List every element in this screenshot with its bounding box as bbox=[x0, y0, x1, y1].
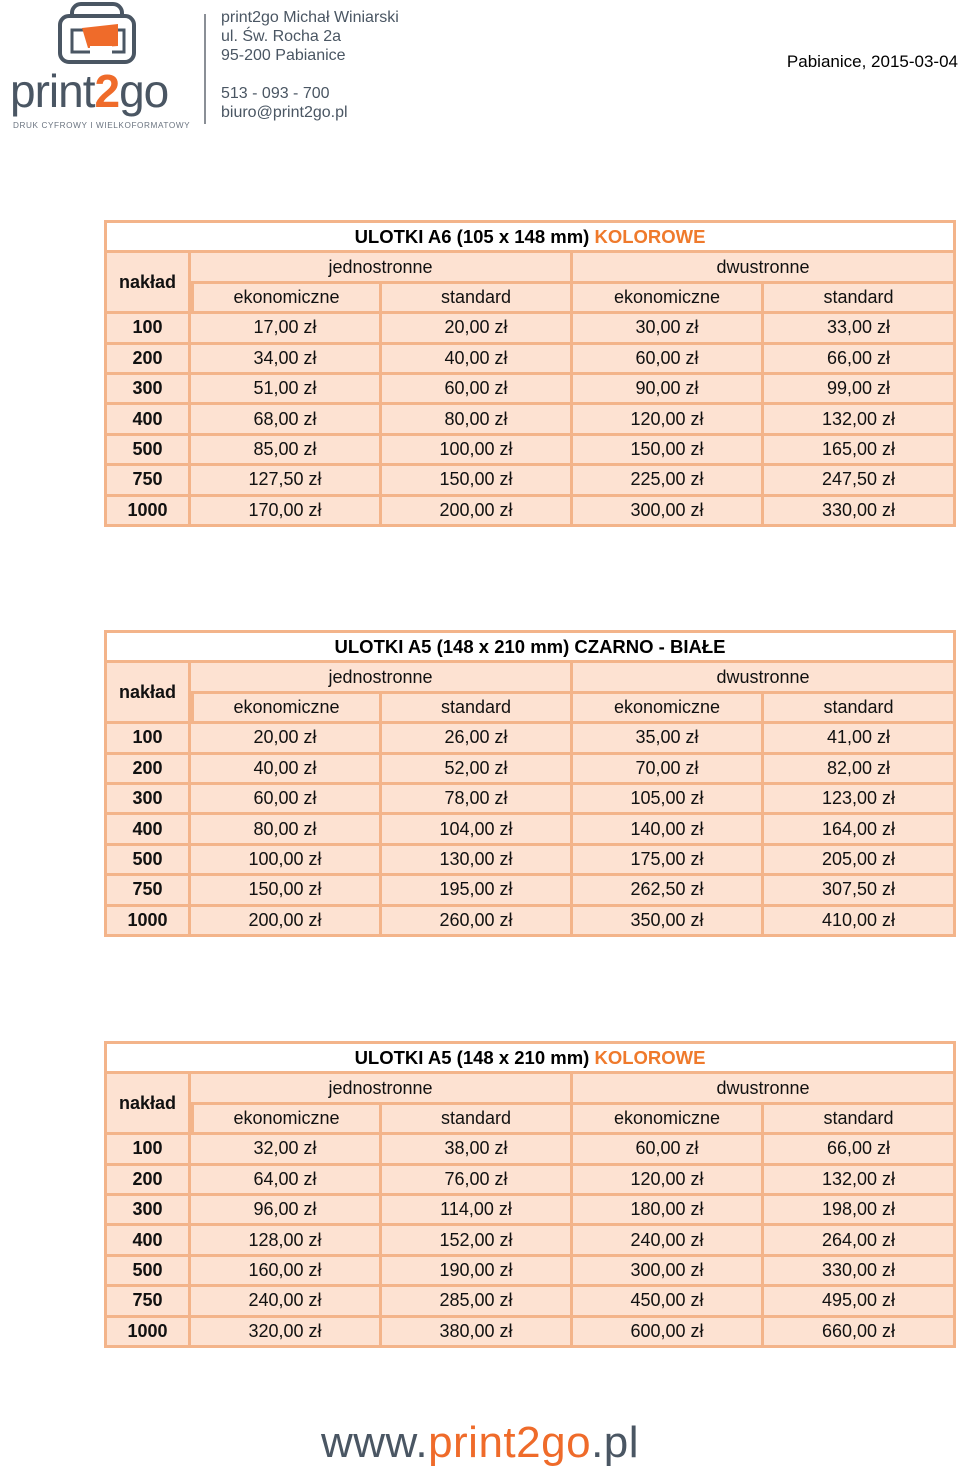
company-phone: 513 - 093 - 700 bbox=[221, 85, 330, 102]
price-cell: 330,00 zł bbox=[764, 1257, 956, 1287]
price-cell: 82,00 zł bbox=[764, 755, 956, 785]
double-sided-header: dwustronne bbox=[573, 1074, 956, 1104]
price-cell: 40,00 zł bbox=[382, 345, 573, 375]
price-cell: 32,00 zł bbox=[191, 1135, 382, 1165]
price-cell: 132,00 zł bbox=[764, 405, 956, 435]
price-cell: 68,00 zł bbox=[191, 405, 382, 435]
price-cell: 64,00 zł bbox=[191, 1166, 382, 1196]
quantity-header: nakład bbox=[104, 1074, 191, 1135]
table-row bbox=[104, 436, 956, 466]
economy-header: ekonomiczne bbox=[573, 284, 764, 314]
table-row bbox=[104, 1196, 956, 1226]
company-city: 95-200 Pabianice bbox=[221, 47, 346, 64]
price-cell: 52,00 zł bbox=[382, 755, 573, 785]
price-cell: 330,00 zł bbox=[764, 497, 956, 527]
document-date: Pabianice, 2015-03-04 bbox=[786, 52, 958, 71]
quantity-cell: 400 bbox=[104, 1226, 191, 1256]
price-cell: 380,00 zł bbox=[382, 1318, 573, 1348]
price-cell: 190,00 zł bbox=[382, 1257, 573, 1287]
brand-wordmark: print2go bbox=[10, 65, 169, 117]
price-cell: 30,00 zł bbox=[573, 314, 764, 344]
company-email[interactable]: biuro@print2go.pl bbox=[221, 104, 348, 121]
price-table-a5-color bbox=[104, 1041, 956, 1348]
price-cell: 164,00 zł bbox=[764, 815, 956, 845]
price-cell: 60,00 zł bbox=[573, 345, 764, 375]
price-cell: 128,00 zł bbox=[191, 1226, 382, 1256]
price-cell: 160,00 zł bbox=[191, 1257, 382, 1287]
economy-header: ekonomiczne bbox=[191, 694, 382, 724]
price-cell: 247,50 zł bbox=[764, 466, 956, 496]
price-cell: 180,00 zł bbox=[573, 1196, 764, 1226]
price-table-a6-color bbox=[104, 220, 956, 527]
company-name: print2go Michał Winiarski bbox=[221, 9, 399, 26]
quantity-header: nakład bbox=[104, 253, 191, 314]
price-cell: 350,00 zł bbox=[573, 907, 764, 937]
price-cell: 104,00 zł bbox=[382, 815, 573, 845]
double-sided-header: dwustronne bbox=[573, 253, 956, 283]
table-row bbox=[104, 1318, 956, 1348]
table-row bbox=[104, 785, 956, 815]
standard-header: standard bbox=[382, 284, 573, 314]
company-street: ul. Św. Rocha 2a bbox=[221, 28, 342, 45]
price-cell: 130,00 zł bbox=[382, 846, 573, 876]
quantity-cell: 200 bbox=[104, 755, 191, 785]
price-cell: 132,00 zł bbox=[764, 1166, 956, 1196]
quantity-cell: 1000 bbox=[104, 907, 191, 937]
double-sided-header: dwustronne bbox=[573, 663, 956, 693]
quantity-cell: 300 bbox=[104, 1196, 191, 1226]
quantity-cell: 200 bbox=[104, 1166, 191, 1196]
table-row bbox=[104, 497, 956, 527]
price-cell: 70,00 zł bbox=[573, 755, 764, 785]
price-cell: 495,00 zł bbox=[764, 1287, 956, 1317]
price-cell: 450,00 zł bbox=[573, 1287, 764, 1317]
quantity-cell: 1000 bbox=[104, 497, 191, 527]
table-row bbox=[104, 1226, 956, 1256]
economy-header: ekonomiczne bbox=[191, 284, 382, 314]
standard-header: standard bbox=[764, 284, 956, 314]
price-cell: 99,00 zł bbox=[764, 375, 956, 405]
price-cell: 660,00 zł bbox=[764, 1318, 956, 1348]
price-cell: 240,00 zł bbox=[191, 1287, 382, 1317]
table-row bbox=[104, 815, 956, 845]
quantity-cell: 500 bbox=[104, 436, 191, 466]
table-row bbox=[104, 466, 956, 496]
price-cell: 80,00 zł bbox=[191, 815, 382, 845]
price-cell: 410,00 zł bbox=[764, 907, 956, 937]
quantity-cell: 750 bbox=[104, 466, 191, 496]
single-sided-header: jednostronne bbox=[191, 253, 573, 283]
price-cell: 38,00 zł bbox=[382, 1135, 573, 1165]
price-cell: 33,00 zł bbox=[764, 314, 956, 344]
price-cell: 123,00 zł bbox=[764, 785, 956, 815]
quantity-cell: 400 bbox=[104, 815, 191, 845]
price-cell: 100,00 zł bbox=[191, 846, 382, 876]
price-cell: 76,00 zł bbox=[382, 1166, 573, 1196]
quantity-cell: 300 bbox=[104, 375, 191, 405]
standard-header: standard bbox=[382, 694, 573, 724]
price-cell: 35,00 zł bbox=[573, 724, 764, 754]
price-cell: 34,00 zł bbox=[191, 345, 382, 375]
price-cell: 150,00 zł bbox=[382, 466, 573, 496]
quantity-cell: 500 bbox=[104, 846, 191, 876]
price-cell: 26,00 zł bbox=[382, 724, 573, 754]
price-cell: 60,00 zł bbox=[191, 785, 382, 815]
price-cell: 300,00 zł bbox=[573, 1257, 764, 1287]
company-logo bbox=[6, 0, 191, 134]
price-cell: 20,00 zł bbox=[191, 724, 382, 754]
price-cell: 165,00 zł bbox=[764, 436, 956, 466]
price-cell: 66,00 zł bbox=[764, 1135, 956, 1165]
price-cell: 225,00 zł bbox=[573, 466, 764, 496]
quantity-cell: 750 bbox=[104, 876, 191, 906]
price-cell: 66,00 zł bbox=[764, 345, 956, 375]
price-table-a5-bw bbox=[104, 630, 956, 937]
price-cell: 170,00 zł bbox=[191, 497, 382, 527]
economy-header: ekonomiczne bbox=[573, 694, 764, 724]
standard-header: standard bbox=[764, 1105, 956, 1135]
quantity-header: nakład bbox=[104, 663, 191, 724]
price-cell: 40,00 zł bbox=[191, 755, 382, 785]
price-cell: 140,00 zł bbox=[573, 815, 764, 845]
quantity-cell: 750 bbox=[104, 1287, 191, 1317]
table-row bbox=[104, 314, 956, 344]
quantity-cell: 400 bbox=[104, 405, 191, 435]
price-cell: 320,00 zł bbox=[191, 1318, 382, 1348]
table-row bbox=[104, 1257, 956, 1287]
quantity-cell: 500 bbox=[104, 1257, 191, 1287]
table-row bbox=[104, 846, 956, 876]
price-cell: 150,00 zł bbox=[191, 876, 382, 906]
printer-icon bbox=[58, 2, 148, 72]
price-cell: 152,00 zł bbox=[382, 1226, 573, 1256]
price-cell: 60,00 zł bbox=[382, 375, 573, 405]
price-cell: 41,00 zł bbox=[764, 724, 956, 754]
price-cell: 307,50 zł bbox=[764, 876, 956, 906]
price-cell: 51,00 zł bbox=[191, 375, 382, 405]
table-title: ULOTKI A5 (148 x 210 mm) KOLOROWE bbox=[104, 1041, 956, 1074]
table-row bbox=[104, 375, 956, 405]
price-cell: 285,00 zł bbox=[382, 1287, 573, 1317]
quantity-cell: 100 bbox=[104, 724, 191, 754]
table-row bbox=[104, 405, 956, 435]
price-cell: 205,00 zł bbox=[764, 846, 956, 876]
standard-header: standard bbox=[764, 694, 956, 724]
price-cell: 20,00 zł bbox=[382, 314, 573, 344]
economy-header: ekonomiczne bbox=[573, 1105, 764, 1135]
price-cell: 198,00 zł bbox=[764, 1196, 956, 1226]
quantity-cell: 100 bbox=[104, 314, 191, 344]
table-row bbox=[104, 907, 956, 937]
price-cell: 85,00 zł bbox=[191, 436, 382, 466]
price-cell: 175,00 zł bbox=[573, 846, 764, 876]
price-cell: 300,00 zł bbox=[573, 497, 764, 527]
single-sided-header: jednostronne bbox=[191, 1074, 573, 1104]
price-cell: 120,00 zł bbox=[573, 405, 764, 435]
table-row bbox=[104, 345, 956, 375]
price-cell: 264,00 zł bbox=[764, 1226, 956, 1256]
quantity-cell: 200 bbox=[104, 345, 191, 375]
price-cell: 105,00 zł bbox=[573, 785, 764, 815]
price-cell: 262,50 zł bbox=[573, 876, 764, 906]
price-cell: 195,00 zł bbox=[382, 876, 573, 906]
price-cell: 200,00 zł bbox=[191, 907, 382, 937]
price-cell: 240,00 zł bbox=[573, 1226, 764, 1256]
single-sided-header: jednostronne bbox=[191, 663, 573, 693]
price-cell: 120,00 zł bbox=[573, 1166, 764, 1196]
price-cell: 80,00 zł bbox=[382, 405, 573, 435]
table-row bbox=[104, 1166, 956, 1196]
price-cell: 78,00 zł bbox=[382, 785, 573, 815]
table-title: ULOTKI A6 (105 x 148 mm) KOLOROWE bbox=[104, 220, 956, 253]
price-cell: 260,00 zł bbox=[382, 907, 573, 937]
price-cell: 60,00 zł bbox=[573, 1135, 764, 1165]
price-cell: 17,00 zł bbox=[191, 314, 382, 344]
price-cell: 127,50 zł bbox=[191, 466, 382, 496]
header-divider bbox=[204, 14, 206, 124]
standard-header: standard bbox=[382, 1105, 573, 1135]
footer-website-link[interactable]: www.print2go.pl bbox=[320, 1418, 640, 1467]
economy-header: ekonomiczne bbox=[191, 1105, 382, 1135]
price-cell: 100,00 zł bbox=[382, 436, 573, 466]
price-cell: 96,00 zł bbox=[191, 1196, 382, 1226]
table-row bbox=[104, 1287, 956, 1317]
table-title: ULOTKI A5 (148 x 210 mm) CZARNO - BIAŁE bbox=[104, 630, 956, 663]
brand-tagline: DRUK CYFROWY I WIELKOFORMATOWY bbox=[13, 121, 191, 130]
price-cell: 150,00 zł bbox=[573, 436, 764, 466]
table-row bbox=[104, 755, 956, 785]
table-row bbox=[104, 876, 956, 906]
table-row bbox=[104, 1135, 956, 1165]
table-row bbox=[104, 724, 956, 754]
quantity-cell: 1000 bbox=[104, 1318, 191, 1348]
price-cell: 200,00 zł bbox=[382, 497, 573, 527]
price-cell: 114,00 zł bbox=[382, 1196, 573, 1226]
price-cell: 600,00 zł bbox=[573, 1318, 764, 1348]
price-cell: 90,00 zł bbox=[573, 375, 764, 405]
quantity-cell: 300 bbox=[104, 785, 191, 815]
quantity-cell: 100 bbox=[104, 1135, 191, 1165]
